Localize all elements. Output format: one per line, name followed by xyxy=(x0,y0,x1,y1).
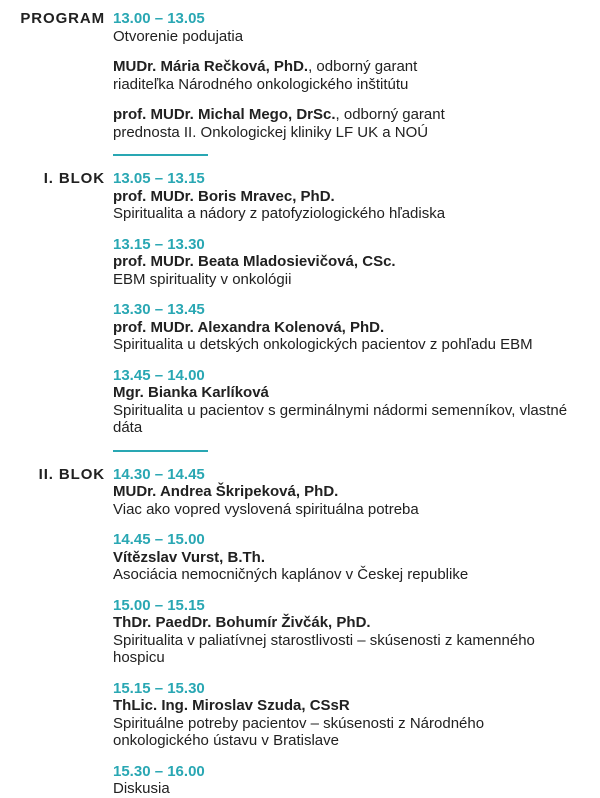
schedule-entry xyxy=(113,763,582,798)
entry-speaker xyxy=(113,58,582,76)
section-entries xyxy=(113,10,582,141)
entry-speaker xyxy=(113,384,582,402)
entry-speaker-name: prof. MUDr. Michal Mego, DrSc. xyxy=(113,106,336,123)
entry-speaker xyxy=(113,697,582,715)
entry-speaker-name: prof. MUDr. Alexandra Kolenová, PhD. xyxy=(113,318,385,336)
section-label: I. BLOK xyxy=(43,170,105,187)
entry-description-line: Otvorenie podujatia xyxy=(113,27,244,45)
entry-description-line: Spiritualita u pacientov s germinálnymi nádormi semenníkov, vlastné dáta xyxy=(113,401,568,436)
entry-description xyxy=(113,566,582,584)
section-entries xyxy=(113,466,582,798)
entry-description xyxy=(113,336,582,354)
entry-description xyxy=(113,76,582,94)
schedule-entry xyxy=(113,597,582,667)
entry-description-line: Diskusia xyxy=(113,780,170,797)
entry-speaker-name: prof. MUDr. Beata Mladosievičová, CSc. xyxy=(113,253,396,270)
entry-speaker-name: MUDr. Andrea Škripeková, PhD. xyxy=(113,483,339,500)
entry-description-line: Spiritualita v paliatívnej starostlivosti – skúsenosti z kamenného hospicu xyxy=(113,631,535,666)
entry-description xyxy=(113,501,582,519)
entry-speaker xyxy=(113,253,582,271)
entry-time: 13.00 – 13.05 xyxy=(113,10,205,27)
schedule-entry xyxy=(113,106,582,141)
entry-description xyxy=(113,632,582,667)
entry-description-line: Asociácia nemocničných kaplánov v Českej republike xyxy=(113,566,469,583)
entry-speaker-name: ThDr. PaedDr. Bohumír Živčák, PhD. xyxy=(113,614,371,631)
entry-speaker-role: , odborný garant xyxy=(308,58,418,75)
entry-description-line: Viac ako vopred vyslovená spirituálna potreba xyxy=(113,500,419,518)
entry-time: 13.15 – 13.30 xyxy=(113,235,205,253)
section-divider xyxy=(113,450,208,452)
entry-speaker xyxy=(113,188,582,206)
entry-description xyxy=(113,271,582,289)
section-divider xyxy=(113,154,208,156)
schedule-entry xyxy=(113,58,582,93)
entry-description-line: riaditeľka Národného onkologického inštitútu xyxy=(113,75,409,93)
entry-time: 13.30 – 13.45 xyxy=(113,301,205,318)
entry-description xyxy=(113,715,582,750)
entry-time: 14.30 – 14.45 xyxy=(113,465,205,483)
entry-speaker-name: Mgr. Bianka Karlíková xyxy=(113,384,269,401)
entry-speaker-name: Vítězslav Vurst, B.Th. xyxy=(113,548,265,566)
schedule-entry xyxy=(113,170,582,223)
entry-description-line: Spiritualita u detských onkologických pacientov z pohľadu EBM xyxy=(113,336,533,353)
entry-time: 15.30 – 16.00 xyxy=(113,762,205,780)
program-section xyxy=(43,170,582,437)
entry-description xyxy=(113,205,582,223)
program-section xyxy=(20,10,582,141)
schedule-entry xyxy=(113,680,582,750)
entry-speaker-role: , odborný garant xyxy=(335,106,445,123)
entry-time: 14.45 – 15.00 xyxy=(113,531,205,548)
entry-description-line: Spiritualita a nádory z patofyziologického hľadiska xyxy=(113,205,446,222)
section-label: PROGRAM xyxy=(20,10,105,27)
entry-speaker xyxy=(113,614,582,632)
entry-speaker-name: MUDr. Mária Rečková, PhD. xyxy=(113,58,309,75)
entry-description-line: prednosta II. Onkologickej kliniky LF UK a NOÚ xyxy=(113,123,429,141)
entry-description-line: Spirituálne potreby pacientov – skúsenosti z Národného xyxy=(113,714,485,732)
section-label: II. BLOK xyxy=(38,465,105,483)
entry-speaker-name: prof. MUDr. Boris Mravec, PhD. xyxy=(113,187,335,205)
entry-speaker xyxy=(113,106,582,124)
entry-time: 13.45 – 14.00 xyxy=(113,366,205,384)
section-entries xyxy=(113,170,582,437)
entry-time: 15.15 – 15.30 xyxy=(113,679,205,697)
entry-description xyxy=(113,780,582,798)
entry-speaker xyxy=(113,549,582,567)
entry-description-line: onkologického ústavu v Bratislave xyxy=(113,732,339,749)
schedule-entry xyxy=(113,466,582,519)
entry-speaker xyxy=(113,483,582,501)
entry-time: 15.00 – 15.15 xyxy=(113,596,205,614)
schedule-entry xyxy=(113,10,582,45)
schedule-entry xyxy=(113,301,582,354)
entry-speaker xyxy=(113,319,582,337)
entry-description xyxy=(113,402,582,437)
entry-description xyxy=(113,124,582,142)
schedule-entry xyxy=(113,531,582,584)
entry-speaker-name: ThLic. Ing. Miroslav Szuda, CSsR xyxy=(113,697,350,714)
entry-time: 13.05 – 13.15 xyxy=(113,170,205,187)
entry-description xyxy=(113,28,582,46)
entry-description-line: EBM spirituality v onkológii xyxy=(113,270,292,288)
schedule-entry xyxy=(113,367,582,437)
program-section xyxy=(38,465,582,798)
schedule-entry xyxy=(113,236,582,289)
